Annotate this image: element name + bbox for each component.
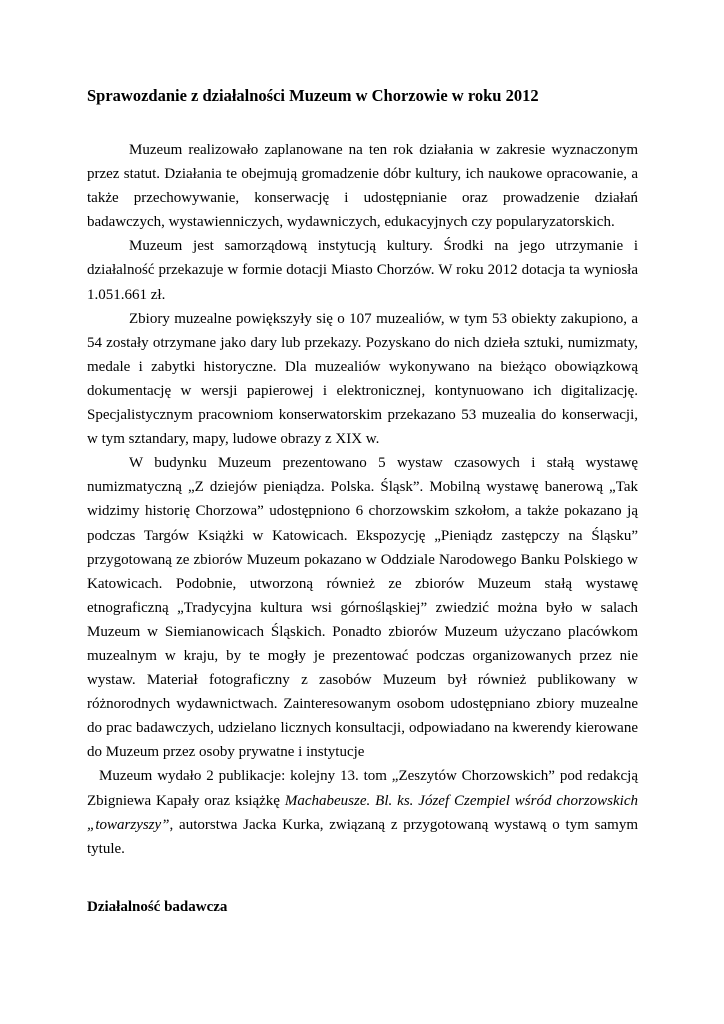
paragraph-collections: Zbiory muzealne powiększyły się o 107 muzealiów, w tym 53 obiekty zakupiono, a 54 zostały otrzymane jako dary lub przekazy. Pozyskano do nich dzieła sztuki, numizmaty, medale i zabytki historyczne. Dla muzealiów wykonywano na bieżąco obowiązkową dokumentację w wersji papierowej i elektronicznej, kontynuowano ich digitalizację. Specjalistycznym pracowniom konserwatorskim przekazano 53 muzealia do konserwacji, w tym sztandary, mapy, ludowe obrazy z XIX w. xyxy=(87,310,638,448)
section-heading: Działalność badawcza xyxy=(87,899,228,915)
paragraph-publications xyxy=(87,764,638,860)
paragraph-activities: Muzeum realizowało zaplanowane na ten rok działania w zakresie wyznaczonym przez statut. Działania te obejmują gromadzenie dóbr kultury, ich naukowe opracowanie, a także przechowywanie, konserwację i udostępnianie oraz prowadzenie działań badawczych, wystawienniczych, wydawniczych, edukacyjnych czy popularyzatorskich. xyxy=(87,142,638,231)
publications-text-end: , autorstwa Jacka Kurka, związaną z przygotowaną wystawą o tym samym tytule. xyxy=(87,816,638,857)
publications-text-start: Muzeum wydało 2 publikacje: kolejny 13. tom „Zeszytów Chorzowskich” pod redakcją Zbigniewa Kapały oraz książkę xyxy=(87,768,638,809)
paragraph-funding: Muzeum jest samorządową instytucją kultury. Środki na jego utrzymanie i działalność przekazuje w formie dotacji Miasto Chorzów. W roku 2012 dotacja ta wyniosła 1.051.661 zł. xyxy=(87,238,638,303)
document-title: Sprawozdanie z działalności Muzeum w Chorzowie w roku 2012 xyxy=(87,86,539,105)
document-body xyxy=(87,138,638,861)
book-title: Machabeusze. Bl. ks. Józef Czempiel wśród chorzowskich „towarzyszy” xyxy=(87,792,639,833)
paragraph-exhibitions: W budynku Muzeum prezentowano 5 wystaw czasowych i stałą wystawę numizmatyczną „Z dziejów pieniądza. Polska. Śląsk”. Mobilną wystawę banerową „Tak widzimy historię Chorzowa” udostępniono 6 chorzowskim szkołom, a także pokazano ją podczas Targów Książki w Katowicach. Ekspozycję „Pieniądz zastępczy na Śląsku” przygotowaną ze zbiorów Muzeum pokazano w Oddziale Narodowego Banku Polskiego w Katowicach. Podobnie, utworzoną również ze zbiorów Muzeum stałą wystawę etnograficzną „Tradycyjna kultura wsi górnośląskiej” zwiedzić można było w salach Muzeum w Siemianowicach Śląskich. Ponadto zbiorów Muzeum użyczano placówkom muzealnym w kraju, by te mogły je prezentować podczas organizowanych przez nie wystaw. Materiał fotograficzny z zasobów Muzeum był również publikowany w różnorodnych wydawnictwach. Zainteresowanym osobom udostępniano zbiory muzealne do prac badawczych, udzielano licznych konsultacji, odpowiadano na kwerendy kierowane do Muzeum przez osoby prywatne i instytucje xyxy=(87,455,638,761)
